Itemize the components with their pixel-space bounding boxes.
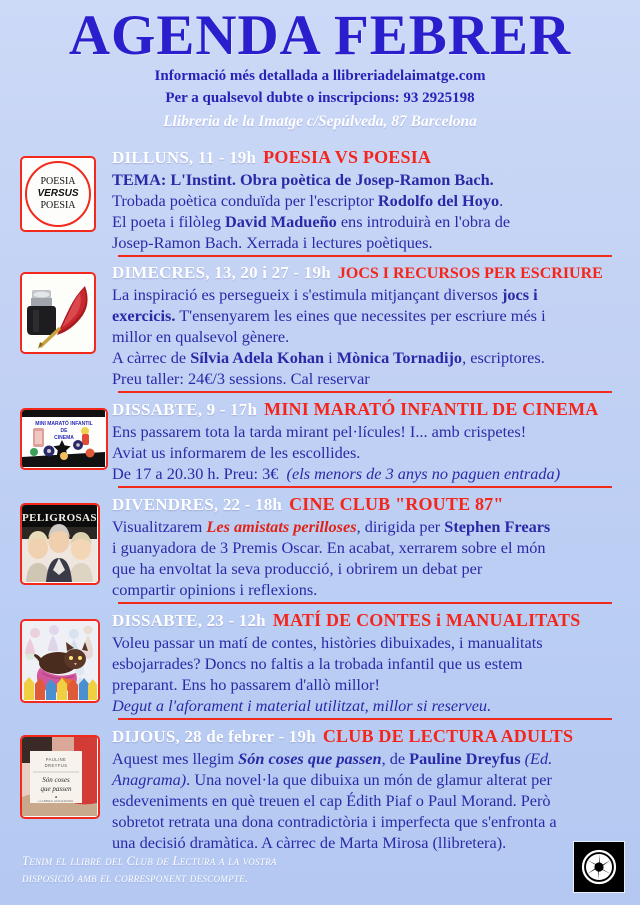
event-line: compartir opinions i reflexions. bbox=[112, 579, 318, 599]
event-separator bbox=[118, 718, 612, 720]
event-line: Josep-Ramon Bach. Xerrada i lectures poètiques. bbox=[112, 232, 433, 252]
event-heading bbox=[112, 610, 626, 631]
event-body bbox=[98, 396, 626, 484]
header-address-line: Llibreria de la Imatge c/Sepúlveda, 87 Barcelona bbox=[163, 113, 477, 131]
svg-text:PAULINE: PAULINE bbox=[45, 756, 67, 762]
svg-text:CINEMA: CINEMA bbox=[54, 434, 74, 441]
event-date: DIMECRES, 13, 20 i 27 - 19h bbox=[112, 262, 331, 282]
event-line: i guanyadora de 3 Premis Oscar. En acabat, xerrarem sobre el món bbox=[112, 537, 546, 557]
event-body bbox=[98, 260, 626, 389]
book-cover-illustration bbox=[22, 737, 97, 816]
event-line: Degut a l'aforament i material utilitzat, millor si reserveu. bbox=[112, 695, 492, 715]
event-line: A càrrec de Sílvia Adela Kohan i Mònica Tornadijo, escriptores. bbox=[112, 347, 545, 367]
event-separator bbox=[118, 602, 612, 604]
event-date: DIJOUS, 28 de febrer - 19h bbox=[112, 726, 316, 746]
event-title: JOCS I RECURSOS PER ESCRIURE bbox=[337, 264, 603, 282]
event-line: Visualitzarem Les amistats perilloses, dirigida per Stephen Frears bbox=[112, 516, 551, 536]
camera-aperture-logo bbox=[573, 841, 625, 893]
event-heading bbox=[112, 147, 626, 168]
event-thumbnail-wrap bbox=[20, 607, 98, 703]
poesia-versus-poesia-logo bbox=[20, 156, 96, 232]
poesia-logo-line3: POESIA bbox=[40, 199, 76, 211]
event-title: CINE CLUB "ROUTE 87" bbox=[289, 493, 504, 514]
inkwell-quill-illustration bbox=[22, 274, 93, 351]
event-thumbnail-wrap bbox=[20, 144, 98, 232]
son-coses-que-passen-book-cover bbox=[20, 735, 100, 819]
event-item[interactable] bbox=[0, 491, 640, 600]
event-line: Aquest mes llegim Són coses que passen, de Pauline Dreyfus (Ed. bbox=[112, 748, 553, 768]
svg-text:PELIGROSAS: PELIGROSAS bbox=[22, 511, 97, 524]
cinema-poster-illustration bbox=[22, 410, 105, 467]
event-separator bbox=[118, 486, 612, 488]
poster-header bbox=[0, 0, 640, 134]
peligrosas-film-poster-image bbox=[20, 503, 100, 585]
event-date: DISSABTE, 9 - 17h bbox=[112, 399, 258, 419]
event-body bbox=[98, 723, 626, 853]
aperture-icon bbox=[580, 848, 618, 886]
poesia-logo-circle bbox=[25, 161, 91, 227]
event-thumbnail-wrap bbox=[20, 260, 98, 354]
event-title: MATÍ DE CONTES i MANUALITATS bbox=[272, 609, 581, 630]
event-line: esdeveniments en què treuen el cap Édith Piaf o Paul Morand. Però bbox=[112, 790, 551, 810]
event-line: De 17 a 20.30 h. Preu: 3€ (els menors de 3 anys no paguen entrada) bbox=[112, 463, 561, 483]
event-heading bbox=[112, 726, 626, 747]
event-line: que ha envoltat la seva producció, i obrirem un debat per bbox=[112, 558, 483, 578]
footer-note bbox=[22, 853, 442, 887]
poesia-logo-line1: POESIA bbox=[40, 176, 76, 188]
svg-text:Són coses: Són coses bbox=[42, 775, 70, 784]
event-date: DIVENDRES, 22 - 18h bbox=[112, 494, 283, 514]
event-body bbox=[98, 144, 626, 253]
event-date: DILLUNS, 11 - 19h bbox=[112, 147, 257, 167]
event-item[interactable] bbox=[0, 144, 640, 253]
event-heading bbox=[112, 399, 626, 420]
event-line: TEMA: L'Instint. Obra poètica de Josep-Ramon Bach. bbox=[112, 169, 494, 189]
event-item[interactable] bbox=[0, 396, 640, 484]
event-title: MINI MARATÓ INFANTIL DE CINEMA bbox=[264, 398, 599, 419]
event-line: sobretot retrata una dona contradictòria i imperfecta que s'enfronta a bbox=[112, 811, 557, 831]
peligrosas-poster-illustration bbox=[22, 505, 97, 582]
event-item[interactable] bbox=[0, 607, 640, 716]
event-line: esbojarrades? Doncs no faltis a la trobada infantil que us estem bbox=[112, 653, 523, 673]
event-line: Ens passarem tota la tarda mirant pel·lícules! I... amb crispetes! bbox=[112, 421, 527, 441]
header-info-line: Informació més detallada a llibreriadelaimatge.com bbox=[154, 67, 486, 84]
event-thumbnail-wrap bbox=[20, 396, 98, 470]
footer-line-1: Tenim el llibre del Club de Lectura a la vostra bbox=[22, 854, 277, 869]
svg-text:MINI MARATÓ INFANTIL: MINI MARATÓ INFANTIL bbox=[35, 420, 93, 427]
cat-crayons-illustration bbox=[22, 621, 97, 700]
event-item[interactable] bbox=[0, 723, 640, 853]
event-line: una decisió dramàtica. A càrrec de Marta Mirosa (llibretera). bbox=[112, 832, 507, 852]
event-line: exercicis. T'ensenyarem les eines que necessites per escriure més i bbox=[112, 305, 546, 325]
event-separator bbox=[118, 391, 612, 393]
svg-text:DE: DE bbox=[60, 427, 68, 434]
svg-text:a: a bbox=[55, 793, 57, 799]
event-line: Trobada poètica conduïda per l'escriptor Rodolfo del Hoyo. bbox=[112, 190, 504, 210]
event-line: Preu taller: 24€/3 sessions. Cal reservar bbox=[112, 368, 370, 388]
event-line: El poeta i filòleg David Madueño ens introduirà en l'obra de bbox=[112, 211, 511, 231]
event-body bbox=[98, 491, 626, 600]
event-line: Voleu passar un matí de contes, històries dibuixades, i manualitats bbox=[112, 632, 543, 652]
header-contact-line: Per a qualsevol dubte o inscripcions: 93 2925198 bbox=[165, 89, 475, 106]
event-item[interactable] bbox=[0, 260, 640, 389]
event-body bbox=[98, 607, 626, 716]
event-line: millor en qualsevol gènere. bbox=[112, 326, 290, 346]
page-title: AGENDA FEBRER bbox=[68, 4, 572, 67]
mini-marato-infantil-cinema-image bbox=[20, 408, 108, 470]
event-title: POESIA VS POESIA bbox=[263, 146, 432, 167]
event-line: preparant. Ens ho passarem d'allò millor! bbox=[112, 674, 380, 694]
svg-text:que passen: que passen bbox=[40, 784, 72, 793]
svg-text:DREYFUS: DREYFUS bbox=[44, 762, 68, 768]
event-thumbnail-wrap bbox=[20, 491, 98, 585]
event-line: Anagrama). Una novel·la que dibuixa un món de glamur alterat per bbox=[112, 769, 552, 789]
svg-text:LLIBRES ANAGRAMA: LLIBRES ANAGRAMA bbox=[38, 798, 74, 803]
events-list bbox=[0, 144, 640, 853]
event-heading bbox=[112, 494, 626, 515]
event-thumbnail-wrap bbox=[20, 723, 98, 819]
footer-line-2: disposició amb el corresponent descompte. bbox=[22, 871, 249, 886]
event-date: DISSABTE, 23 - 12h bbox=[112, 610, 266, 630]
poesia-logo-line2: VERSUS bbox=[37, 187, 79, 199]
event-separator bbox=[118, 255, 612, 257]
cat-and-crayons-illustration bbox=[20, 619, 100, 703]
event-heading bbox=[112, 263, 626, 283]
event-title: CLUB DE LECTURA ADULTS bbox=[322, 725, 574, 746]
event-line: La inspiració es persegueix i s'estimula mitjançant diversos jocs i bbox=[112, 284, 538, 304]
event-line: Aviat us informarem de les escollides. bbox=[112, 442, 361, 462]
inkwell-and-quill-image bbox=[20, 272, 96, 354]
